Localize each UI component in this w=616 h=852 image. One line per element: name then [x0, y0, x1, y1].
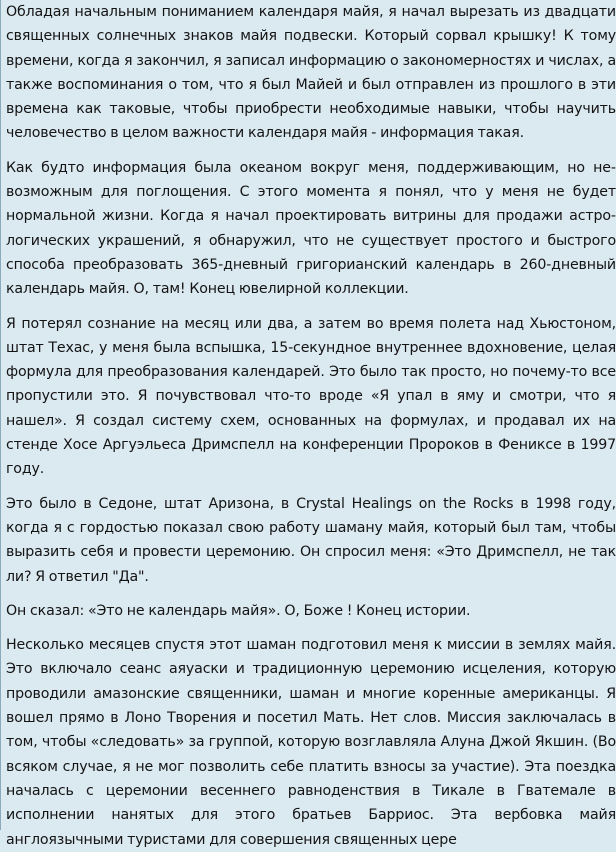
- paragraph-5: Он сказал: «Это не календарь майя». О, Боже ! Конец истории.: [6, 602, 471, 619]
- paragraph-2: Как будто информация была океаном вокруг меня, поддерживающим, но невозможным для поглощения. С этого момента я понял, что у меня не будет нормальной жизни. Когда я начал проектировать витрины для продажи астрологических украшений, я обнаружил, что не существует простого и быстрого способа преобразовать 365-дневный григорианский календарь в 260-дневный календарь майя. О, там! Конец ювелирной коллекции.: [6, 159, 616, 298]
- article-body: [1, 0, 616, 848]
- paragraph-1: Обладая начальным пониманием календаря майя, я начал вырезать из двадцати священных солнечных знаков майя подвески. Который сорвал крышку! К тому времени, когда я закончил, я записал информацию о закономерностях и числах, а также воспоминания о том, что я был Майей и был отправлен из прошлого в эти времена как таковые, чтобы приобрести необходимые навыки, чтобы научить человечество в целом важности календаря майя - информация такая.: [6, 4, 616, 142]
- paragraph-4: Это было в Седоне, штат Аризона, в Crystal Healings on the Rocks в 1998 году, когда я с гордостью показал свою работу шаману майя, который был там, чтобы выразить себя и провести церемонию. Он спросил меня: «Это Дримспелл, не так ли? Я ответил "Да".: [6, 495, 616, 585]
- paragraph-6: Несколько месяцев спустя этот шаман подготовил меня к миссии в землях майя. Это включало сеанс аяуаски и традиционную церемонию исцеления, которую проводили амазонские священники, шаман и многие коренные американцы. Я вошел прямо в Лоно Творения и посетил Мать. Нет слов. Миссия заключалась в том, чтобы «следовать» за группой, которую возглавляла Алуна Джой Якшин. (Во всяком случае, я не мог позволить себе платить взносы за участие). Эта поездка началась с церемонии весеннего равноденствия в Тикале в Гватемале в исполнении нанятых для этого братьев Барриос. Эта вербовка майя англоязычными туристами для совершения священных цере: [6, 637, 616, 848]
- paragraph-3: Я потерял сознание на месяц или два, а затем во время полета над Хьюстоном, штат Техас, у меня была вспышка, 15-секундное внутреннее вдохновение, целая формула для преобразования календарей. Это было так просто, но почему-то все пропустили это. Я почувствовал что-то вроде «Я упал в яму и смотри, что я нашел». Я создал систему схем, основанных на формулах, и продавал их на стенде Хосе Аргуэльеса Дримспелл на конференции Пророков в Фениксе в 1997 году.: [6, 315, 616, 478]
